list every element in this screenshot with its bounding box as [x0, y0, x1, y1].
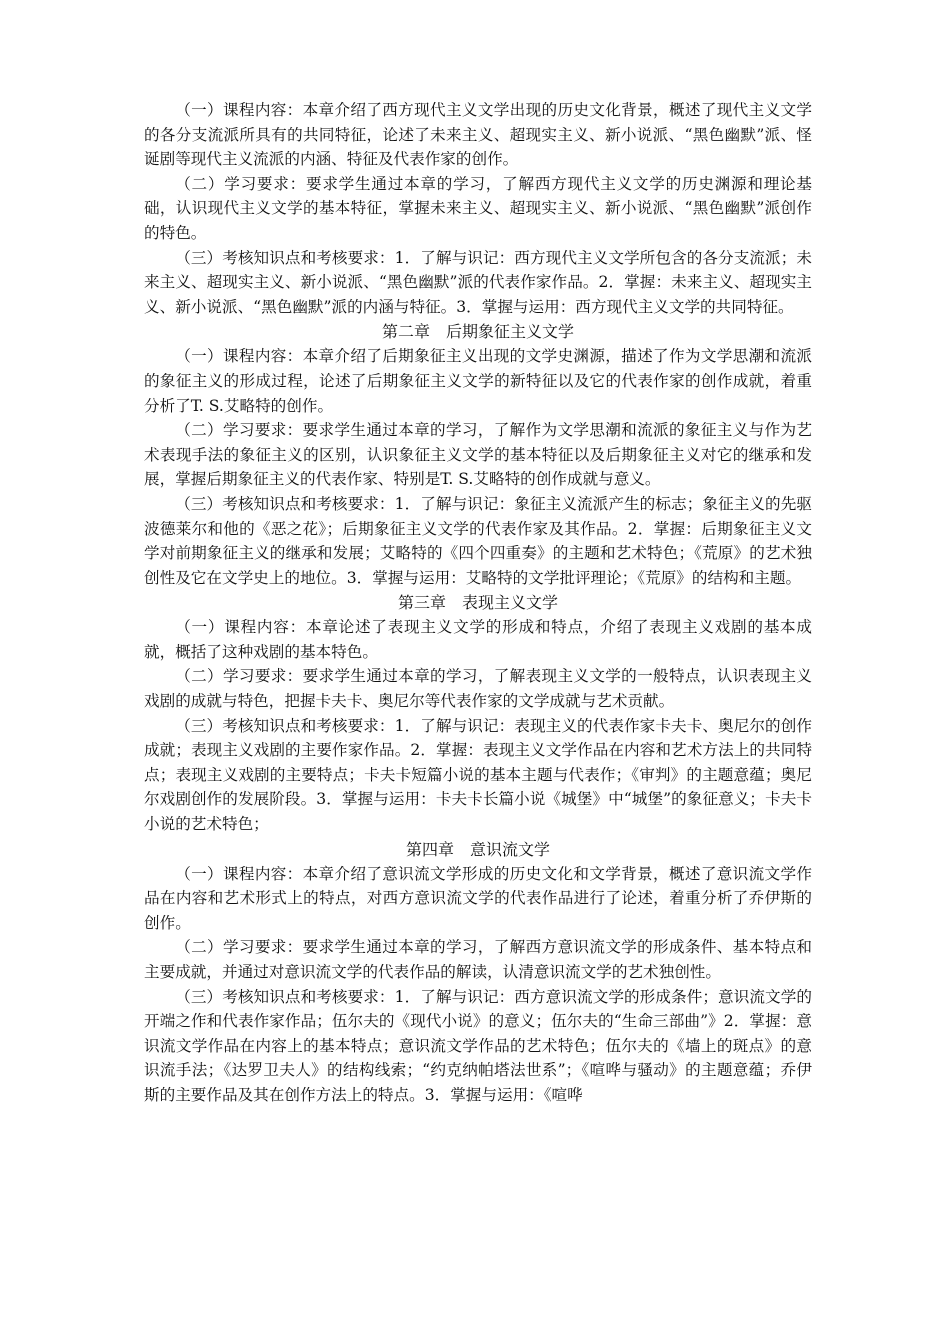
- ch2-exam-points: （三）考核知识点和考核要求：1．了解与识记：象征主义流派产生的标志；象征主义的先驱波德莱尔和他的《恶之花》；后期象征主义文学的代表作家及其作品。2．掌握：后期象征主义文学对前期象征主义的继承和发展；艾略特的《四个四重奏》的主题和艺术特色；《荒原》的艺术独创性及它在文学史上的地位。3．掌握与运用：艾略特的文学批评理论；《荒原》的结构和主题。: [144, 494, 812, 587]
- ch4-study-requirements: （二）学习要求：要求学生通过本章的学习，了解西方意识流文学的形成条件、基本特点和主要成就，并通过对意识流文学的代表作品的解读，认清意识流文学的艺术独创性。: [144, 938, 812, 981]
- intro-course-content: （一）课程内容：本章介绍了西方现代主义文学出现的历史文化背景，概述了现代主义文学的各分支流派所具有的共同特征，论述了未来主义、超现实主义、新小说派、“黑色幽默”派、怪诞剧等现代主义流派的内涵、特征及代表作家的创作。: [144, 101, 812, 169]
- ch3-course-content: （一）课程内容：本章论述了表现主义文学的形成和特点，介绍了表现主义戏剧的基本成就，概括了这种戏剧的基本特色。: [144, 618, 812, 661]
- ch3-exam-points: （三）考核知识点和考核要求：1．了解与识记：表现主义的代表作家卡夫卡、奥尼尔的创作成就；表现主义戏剧的主要作家作品。2．掌握：表现主义文学作品在内容和艺术方法上的共同特点；表现主义戏剧的主要特点；卡夫卡短篇小说的基本主题与代表作；《审判》的主题意蕴；奥尼尔戏剧创作的发展阶段。3．掌握与运用：卡夫卡长篇小说《城堡》中“城堡”的象征意义；卡夫卡小说的艺术特色；: [144, 716, 812, 834]
- chapter-4-heading: 第四章 意识流文学: [405, 839, 550, 859]
- chapter-2-heading: 第二章 后期象征主义文学: [381, 322, 574, 342]
- ch4-course-content: （一）课程内容：本章介绍了意识流文学形成的历史文化和文学背景，概述了意识流文学作品在内容和艺术形式上的特点，对西方意识流文学的代表作品进行了论述，着重分析了乔伊斯的创作。: [144, 864, 812, 932]
- ch3-study-requirements: （二）学习要求：要求学生通过本章的学习，了解表现主义文学的一般特点，认识表现主义戏剧的成就与特色，把握卡夫卡、奥尼尔等代表作家的文学成就与艺术贡献。: [144, 667, 812, 711]
- ch2-course-content: （一）课程内容：本章介绍了后期象征主义出现的文学史渊源，描述了作为文学思潮和流派的象征主义的形成过程，论述了后期象征主义文学的新特征以及它的代表作家的创作成就，着重分析了T. S.艾略特的创作。: [144, 347, 812, 415]
- ch2-study-requirements: （二）学习要求：要求学生通过本章的学习，了解作为文学思潮和流派的象征主义与作为艺术表现手法的象征主义的区别，认识象征主义文学的基本特征以及后期象征主义对它的继承和发展，掌握后期象征主义的代表作家、特别是T. S.艾略特的创作成就与意义。: [144, 421, 812, 489]
- document-page: [144, 98, 812, 1108]
- intro-study-requirements: （二）学习要求：要求学生通过本章的学习，了解西方现代主义文学的历史渊源和理论基础，认识现代主义文学的基本特征，掌握未来主义、超现实主义、新小说派、“黑色幽默”派创作的特色。: [144, 174, 812, 242]
- chapter-3-heading: 第三章 表现主义文学: [397, 593, 558, 613]
- ch4-exam-points: （三）考核知识点和考核要求：1．了解与识记：西方意识流文学的形成条件；意识流文学的开端之作和代表作家作品；伍尔夫的《现代小说》的意义；伍尔夫的“生命三部曲”》2．掌握：意识流文学作品在内容上的基本特点；意识流文学作品的艺术特色；伍尔夫的《墙上的斑点》的意识流手法；《达罗卫夫人》的结构线索；“约克纳帕塔法世系”；《喧哗与骚动》的主题意蕴；乔伊斯的主要作品及其在创作方法上的特点。3．掌握与运用：《喧哗: [144, 987, 812, 1104]
- intro-exam-points: （三）考核知识点和考核要求：1．了解与识记：西方现代主义文学所包含的各分支流派；未来主义、超现实主义、新小说派、“黑色幽默”派的代表作家作品。2．掌握：未来主义、超现实主义、新小说派、“黑色幽默”派的内涵与特征。3．掌握与运用：西方现代主义文学的共同特征。: [144, 248, 812, 316]
